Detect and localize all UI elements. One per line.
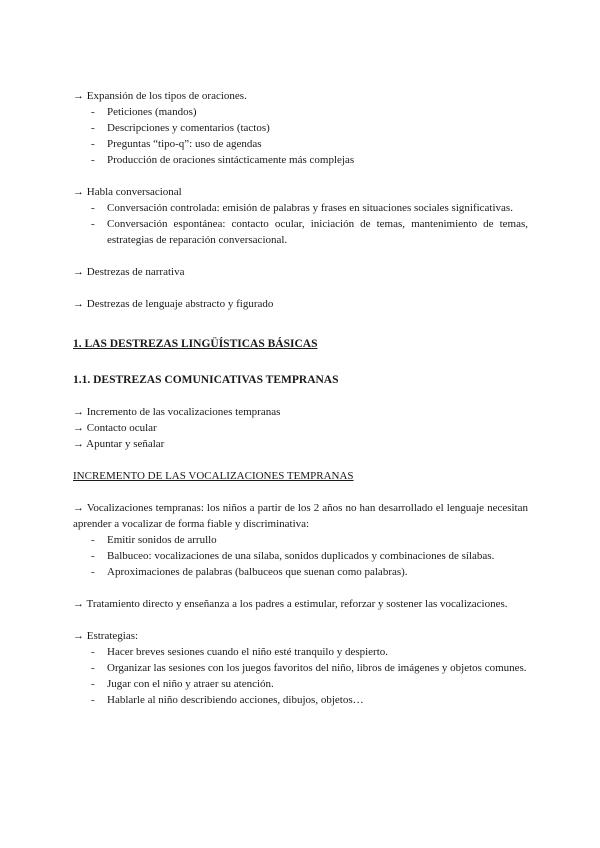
list-item: - Conversación espontánea: contacto ocular, iniciación de temas, mantenimiento de temas, estrategias de reparación conversacional. — [73, 216, 528, 248]
vocalizations-heading: INCREMENTO DE LAS VOCALIZACIONES TEMPRANAS — [73, 470, 354, 482]
list-item: - Aproximaciones de palabras (balbuceos que suenan como palabras). — [73, 564, 528, 580]
list-item: - Hablarle al niño describiendo acciones, dibujos, objetos… — [73, 692, 528, 708]
conversational-list — [73, 200, 528, 248]
list-item: - Jugar con el niño y atraer su atención. — [73, 676, 528, 692]
list-item: - Hacer breves sesiones cuando el niño esté tranquilo y despierto. — [73, 644, 528, 660]
subsection-heading: 1.1. DESTREZAS COMUNICATIVAS TEMPRANAS — [73, 374, 339, 386]
section-heading: 1. LAS DESTREZAS LINGÜÍSTICAS BÁSICAS — [73, 338, 318, 350]
list-item: - Descripciones y comentarios (tactos) — [73, 120, 528, 136]
vocalizations-list — [73, 532, 528, 580]
document-page — [73, 88, 528, 708]
narrative-item: → Destrezas de narrativa — [73, 266, 185, 278]
list-item: - Conversación controlada: emisión de palabras y frases en situaciones sociales significativas. — [73, 200, 528, 216]
list-item: → Apuntar y señalar — [73, 438, 165, 450]
list-item: - Organizar las sesiones con los juegos favoritos del niño, libros de imágenes y objetos comunes. — [73, 660, 528, 676]
conversational-heading: → Habla conversacional — [73, 186, 182, 198]
list-item: - Balbuceo: vocalizaciones de una sílaba, sonidos duplicados y combinaciones de sílabas. — [73, 548, 528, 564]
abstract-language-item: → Destrezas de lenguaje abstracto y figurado — [73, 298, 274, 310]
expansion-heading: → Expansión de los tipos de oraciones. — [73, 90, 247, 102]
expansion-list — [73, 104, 528, 168]
list-item: - Peticiones (mandos) — [73, 104, 528, 120]
treatment-paragraph: → Tratamiento directo y enseñanza a los padres a estimular, reforzar y sostener las vocalizaciones. — [73, 598, 508, 610]
list-item: - Preguntas “tipo-q”: uso de agendas — [73, 136, 528, 152]
list-item: → Contacto ocular — [73, 422, 157, 434]
strategies-heading: → Estrategias: — [73, 630, 139, 642]
vocalizations-paragraph: → Vocalizaciones tempranas: los niños a partir de los 2 años no han desarrollado el lenguaje necesitan aprender a vocalizar de forma fiable y discriminativa: — [73, 502, 528, 530]
list-item: → Incremento de las vocalizaciones tempranas — [73, 406, 281, 418]
list-item: - Emitir sonidos de arrullo — [73, 532, 528, 548]
list-item: - Producción de oraciones sintácticamente más complejas — [73, 152, 528, 168]
strategies-list — [73, 644, 528, 708]
